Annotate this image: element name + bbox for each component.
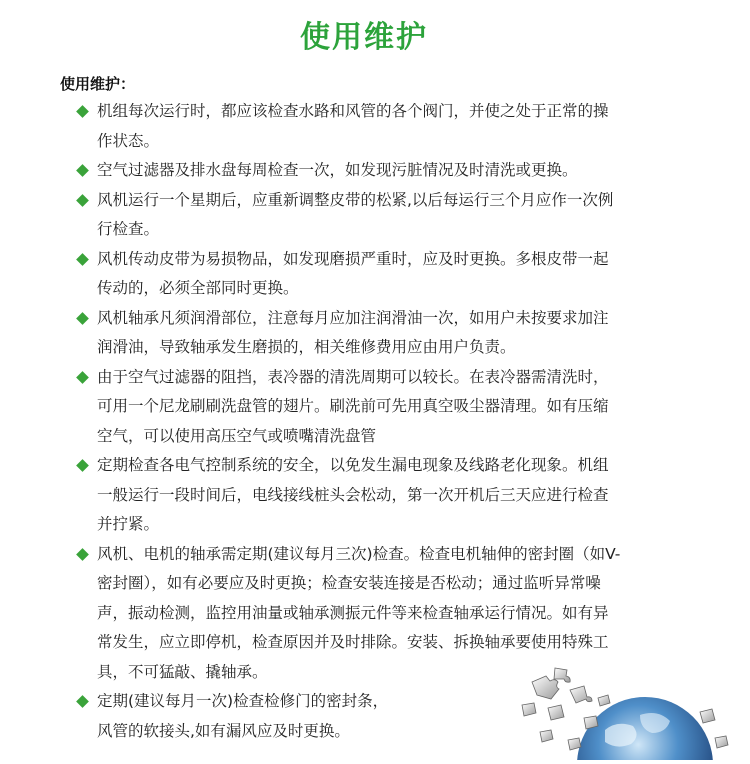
diamond-bullet-icon bbox=[76, 459, 89, 472]
list-item-text: 由于空气过滤器的阻挡，表冷器的清洗周期可以较长。在表冷器需清洗时， 可用一个尼龙刷刷洗盘管的翅片。刷洗前可先用真空吸尘器清理。如有压缩 空气，可以使用高压空气或喷嘴清洗盘管 bbox=[97, 367, 609, 445]
diamond-bullet-icon bbox=[76, 371, 89, 384]
list-item-text: 风机传动皮带为易损物品，如发现磨损严重时，应及时更换。多根皮带一起 传动的，必须全部同时更换。 bbox=[97, 249, 609, 297]
list-item-text: 定期检查各电气控制系统的安全，以免发生漏电现象及线路老化现象。机组 一般运行一段时间后，电线接线桩头会松动，第一次开机后三天应进行检查 并拧紧。 bbox=[97, 456, 609, 533]
list-item bbox=[78, 97, 668, 156]
diamond-bullet-icon bbox=[76, 194, 89, 207]
diamond-bullet-icon bbox=[76, 548, 89, 561]
diamond-bullet-icon bbox=[76, 105, 89, 118]
list-item-text: 风机运行一个星期后，应重新调整皮带的松紧,以后每运行三个月应作一次例 行检查。 bbox=[97, 190, 614, 238]
diamond-bullet-icon bbox=[76, 164, 89, 177]
list-item bbox=[78, 245, 668, 304]
puzzle-globe-icon bbox=[510, 660, 750, 760]
diamond-bullet-icon bbox=[76, 312, 89, 325]
list-item-text: 空气过滤器及排水盘每周检查一次，如发现污脏情况及时清洗或更换。 bbox=[97, 161, 578, 179]
list-item-text: 机组每次运行时，都应该检查水路和风管的各个阀门，并使之处于正常的操 作状态。 bbox=[97, 102, 609, 150]
section-heading: 使用维护： bbox=[60, 75, 136, 93]
list-item bbox=[78, 186, 668, 245]
list-item-text: 风机、电机的轴承需定期(建议每月三次)检查。检查电机轴伸的密封圈（如V- 密封圈），如有必要应及时更换；检查安装连接是否松动；通过监听异常噪 声，振动检测，监控用油量或轴承测振元件等来检查轴承运行情况。如有异 常发生，应立即停机，检查原因并及时排除。安装、拆换轴承要使用特殊工 具，不可猛敲、撬轴承。 bbox=[97, 544, 621, 681]
list-item bbox=[78, 156, 668, 186]
list-item bbox=[78, 363, 668, 452]
list-item-text: 定期(建议每月一次)检查检修门的密封条， 风管的软接头,如有漏风应及时更换。 bbox=[97, 692, 389, 740]
diamond-bullet-icon bbox=[76, 695, 89, 708]
maintenance-list bbox=[78, 97, 668, 746]
list-item bbox=[78, 451, 668, 540]
diamond-bullet-icon bbox=[76, 253, 89, 266]
list-item bbox=[78, 304, 668, 363]
page-title: 使用维护 bbox=[300, 20, 428, 55]
list-item-text: 风机轴承凡须润滑部位，注意每月应加注润滑油一次，如用户未按要求加注 润滑油，导致轴承发生磨损的，相关维修费用应由用户负责。 bbox=[97, 308, 609, 356]
